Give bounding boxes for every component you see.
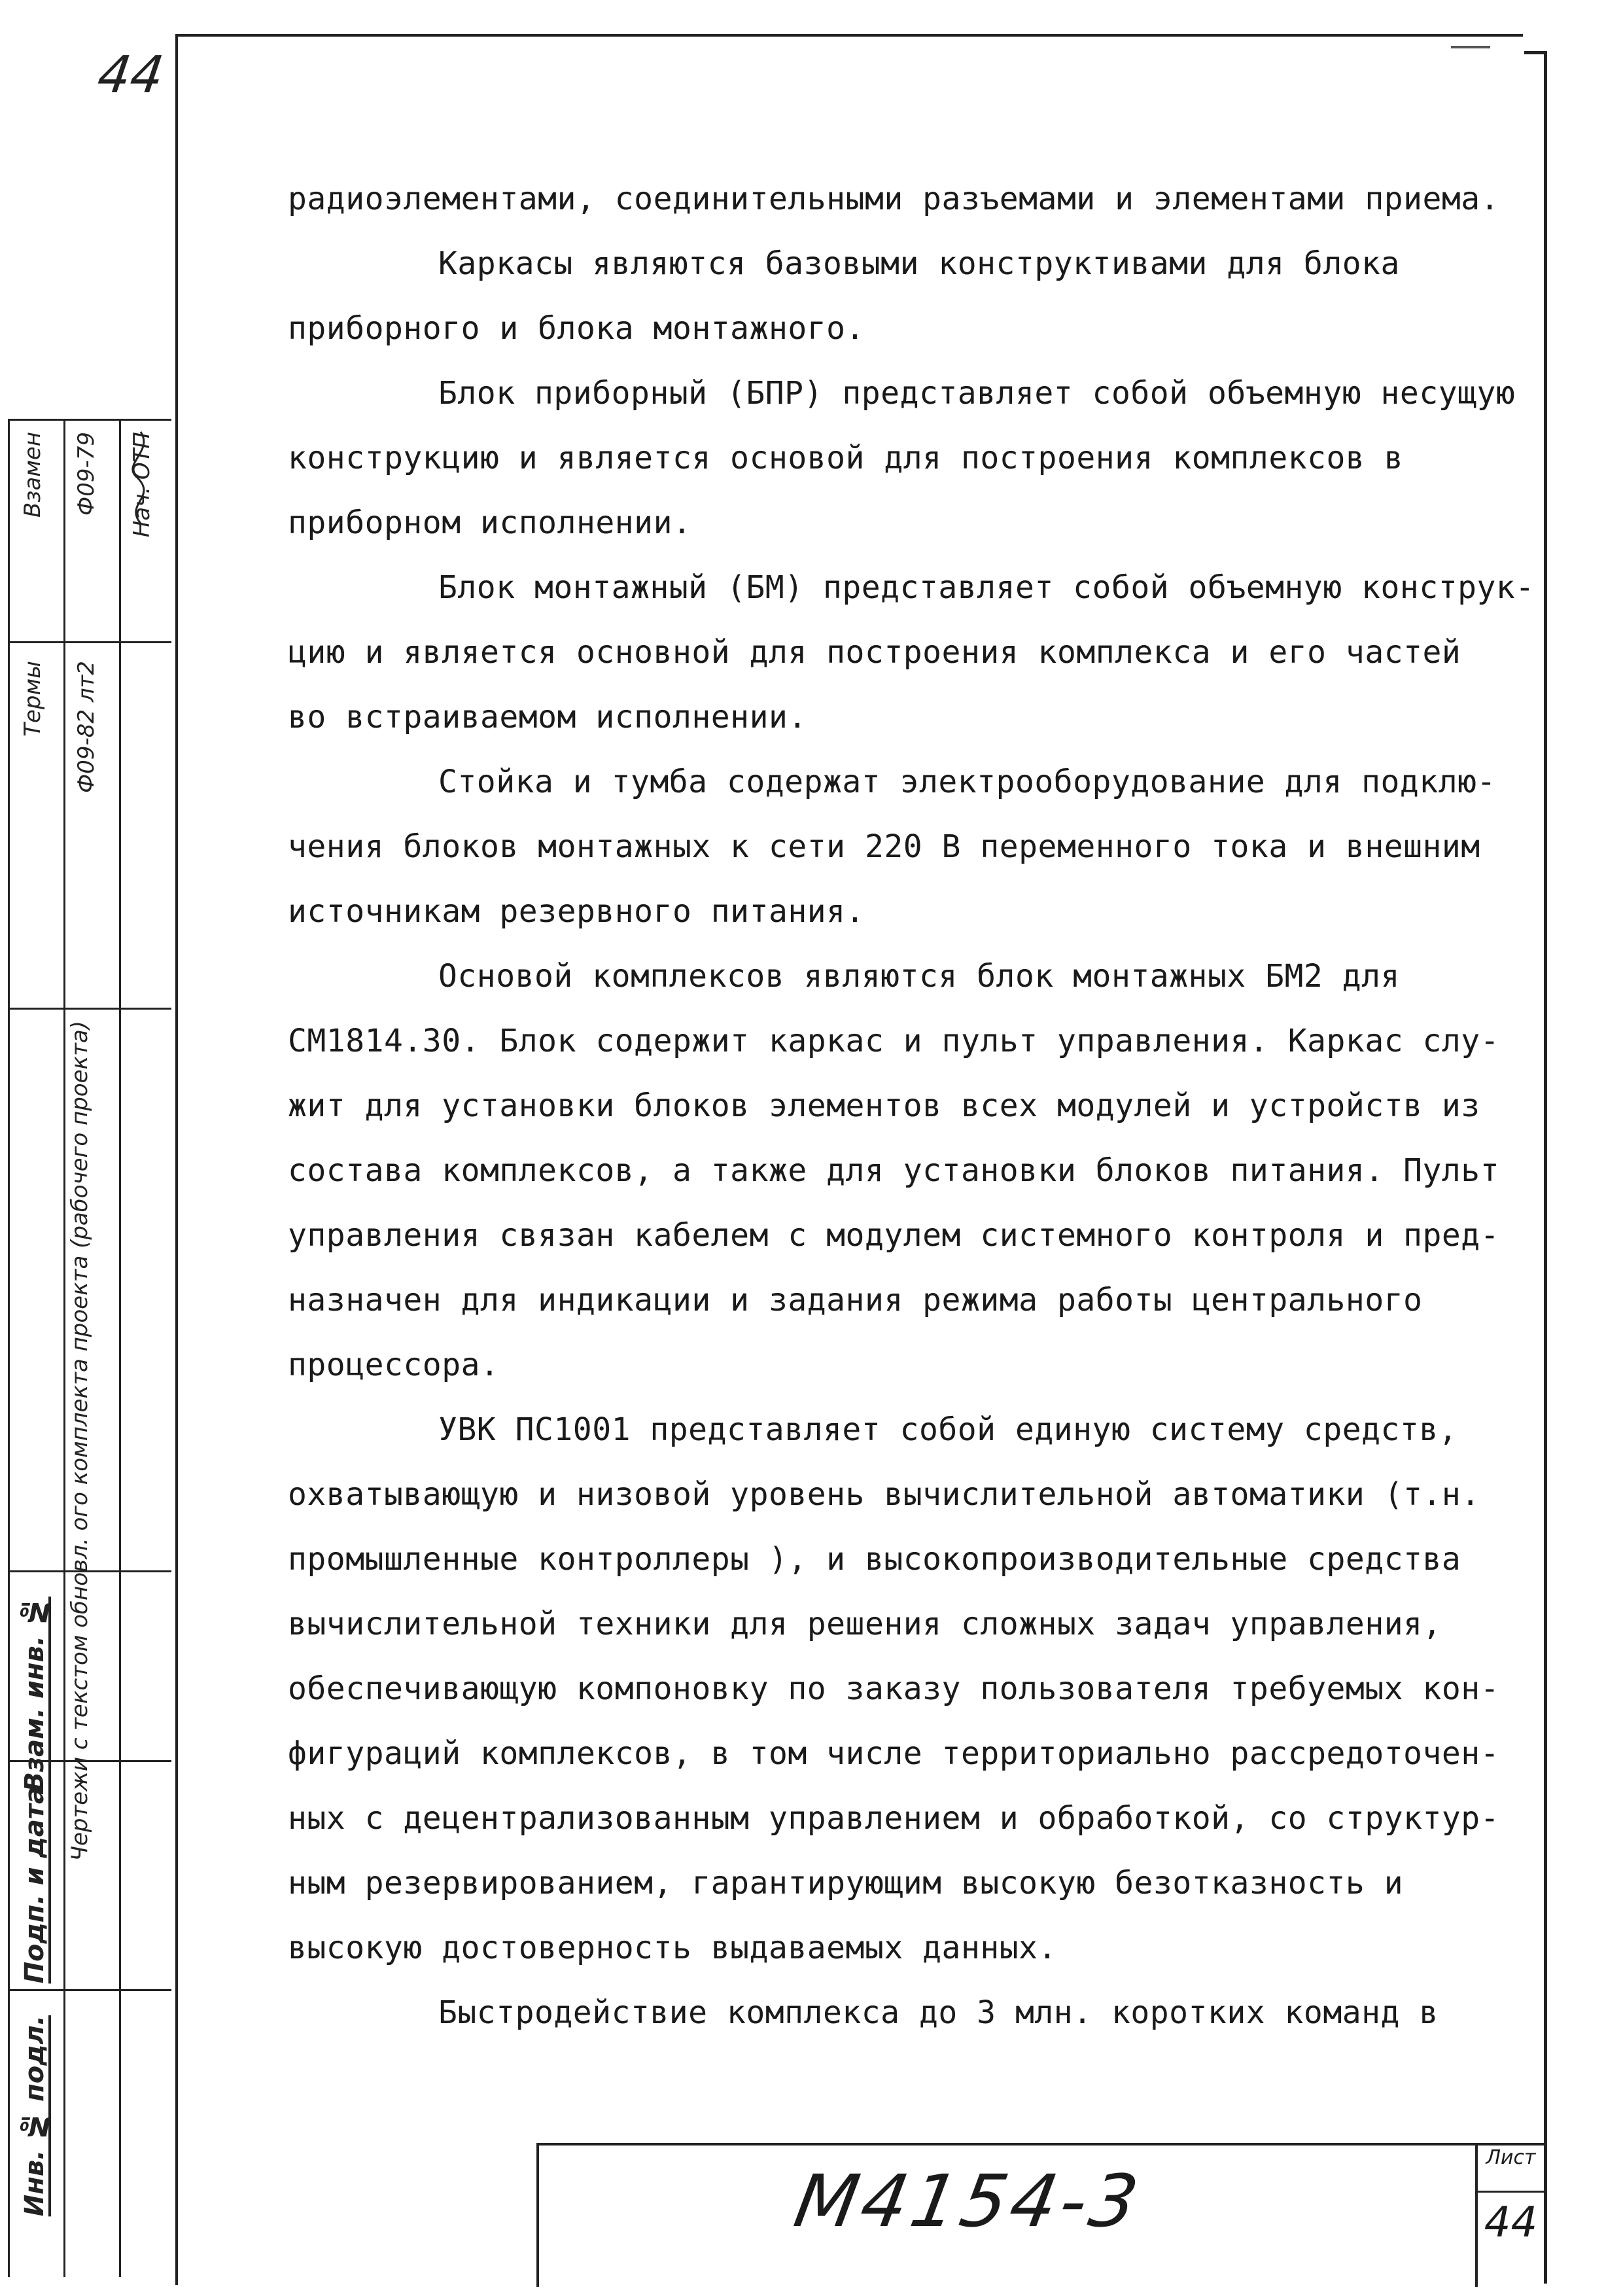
- stamp-head: Нач. ОТП: [129, 432, 155, 538]
- text-line: во встраиваемом исполнении.: [288, 699, 807, 735]
- title-block-left: [536, 2143, 539, 2287]
- title-block-hdivider: [1475, 2191, 1544, 2193]
- text-line: вычислительной техники для решения сложных задач управления,: [288, 1606, 1442, 1642]
- text-line: фигураций комплексов, в том числе территориально рассредоточен-: [288, 1735, 1500, 1772]
- text-line: источникам резервного питания.: [288, 893, 865, 930]
- text-line: конструкцию и является основой для построения комплексов в: [288, 440, 1404, 476]
- text-line: СМ1814.30. Блок содержит каркас и пульт управления. Каркас слу-: [288, 1023, 1500, 1059]
- document-body: [288, 167, 1544, 2045]
- page-number-corner: 44: [94, 46, 167, 105]
- stamp-divider: [8, 1008, 171, 1010]
- frame-top: [175, 34, 1523, 37]
- stamp-inv-original: Инв. № подл.: [20, 2015, 50, 2217]
- text-line: Блок приборный (БПР) представляет собой объемную несущую: [438, 375, 1516, 412]
- stamp-replaced: Взамен: [20, 432, 46, 518]
- stamp-sign-date: Подп. и дата: [20, 1786, 50, 1984]
- frame-tick: [1451, 46, 1490, 48]
- frame-right-cap: [1524, 51, 1547, 54]
- text-line: радиоэлементами, соединительными разъемами и элементами приема.: [288, 181, 1500, 217]
- text-line: промышленные контроллеры ), и высокопроизводительные средства: [288, 1541, 1461, 1578]
- stamp-divider: [63, 419, 65, 2277]
- frame-right: [1544, 52, 1547, 2284]
- text-line: Основой комплексов являются блок монтажных БМ2 для: [438, 958, 1400, 995]
- text-line: жит для установки блоков элементов всех модулей и устройств из: [288, 1087, 1480, 1124]
- text-line: процессора.: [288, 1347, 500, 1383]
- stamp-terms: Термы: [20, 661, 46, 737]
- margin-stamp: [8, 419, 171, 2277]
- text-line: высокую достоверность выдаваемых данных.: [288, 1930, 1057, 1966]
- sheet-label: Лист: [1486, 2146, 1536, 2169]
- stamp-replaced-value: Ф09-79: [73, 432, 99, 516]
- document-code: М4154-3: [788, 2159, 1148, 2243]
- text-line: обеспечивающую компоновку по заказу пользователя требуемых кон-: [288, 1670, 1500, 1707]
- stamp-divider: [8, 641, 171, 643]
- text-line: чения блоков монтажных к сети 220 В переменного тока и внешним: [288, 828, 1480, 865]
- text-line: охватывающую и низовой уровень вычислительной автоматики (т.н.: [288, 1476, 1480, 1513]
- stamp-border: [8, 419, 171, 421]
- text-line: приборном исполнении.: [288, 504, 692, 541]
- text-line: Блок монтажный (БМ) представляет собой объемную конструк-: [438, 569, 1535, 606]
- frame-left: [175, 34, 178, 2285]
- stamp-divider: [119, 419, 121, 2277]
- text-line: управления связан кабелем с модулем системного контроля и пред-: [288, 1217, 1500, 1254]
- text-line: ным резервированием, гарантирующим высокую безотказность и: [288, 1865, 1404, 1901]
- text-line: приборного и блока монтажного.: [288, 310, 865, 347]
- text-line: УВК ПС1001 представляет собой единую систему средств,: [438, 1411, 1458, 1448]
- title-block-top: [536, 2143, 1544, 2146]
- text-line: цию и является основной для построения комплекса и его частей: [288, 634, 1461, 671]
- text-line: ных с децентрализованным управлением и обработкой, со структур-: [288, 1800, 1500, 1837]
- text-line: Каркасы являются базовыми конструктивами для блока: [438, 245, 1400, 282]
- sheet-number: 44: [1484, 2199, 1538, 2247]
- stamp-terms-value: Ф09-82 лт2: [73, 661, 99, 794]
- text-line: Быстродействие комплекса до 3 млн. коротких команд в: [438, 1994, 1439, 2031]
- text-line: назначен для индикации и задания режима работы центрального: [288, 1282, 1423, 1318]
- stamp-drawings: Чертежи с текстом обновл. ого комплекта проекта (рабочего проекта): [67, 1021, 93, 1862]
- text-line: Стойка и тумба содержат электрооборудование для подклю-: [438, 764, 1496, 800]
- stamp-border: [8, 419, 10, 2277]
- text-line: состава комплексов, а также для установки блоков питания. Пульт: [288, 1152, 1500, 1189]
- stamp-divider: [8, 1989, 171, 1991]
- title-block-divider: [1475, 2143, 1478, 2287]
- signature-mark: [118, 425, 164, 530]
- stamp-replace-inv: Взам. инв. №: [20, 1597, 50, 1792]
